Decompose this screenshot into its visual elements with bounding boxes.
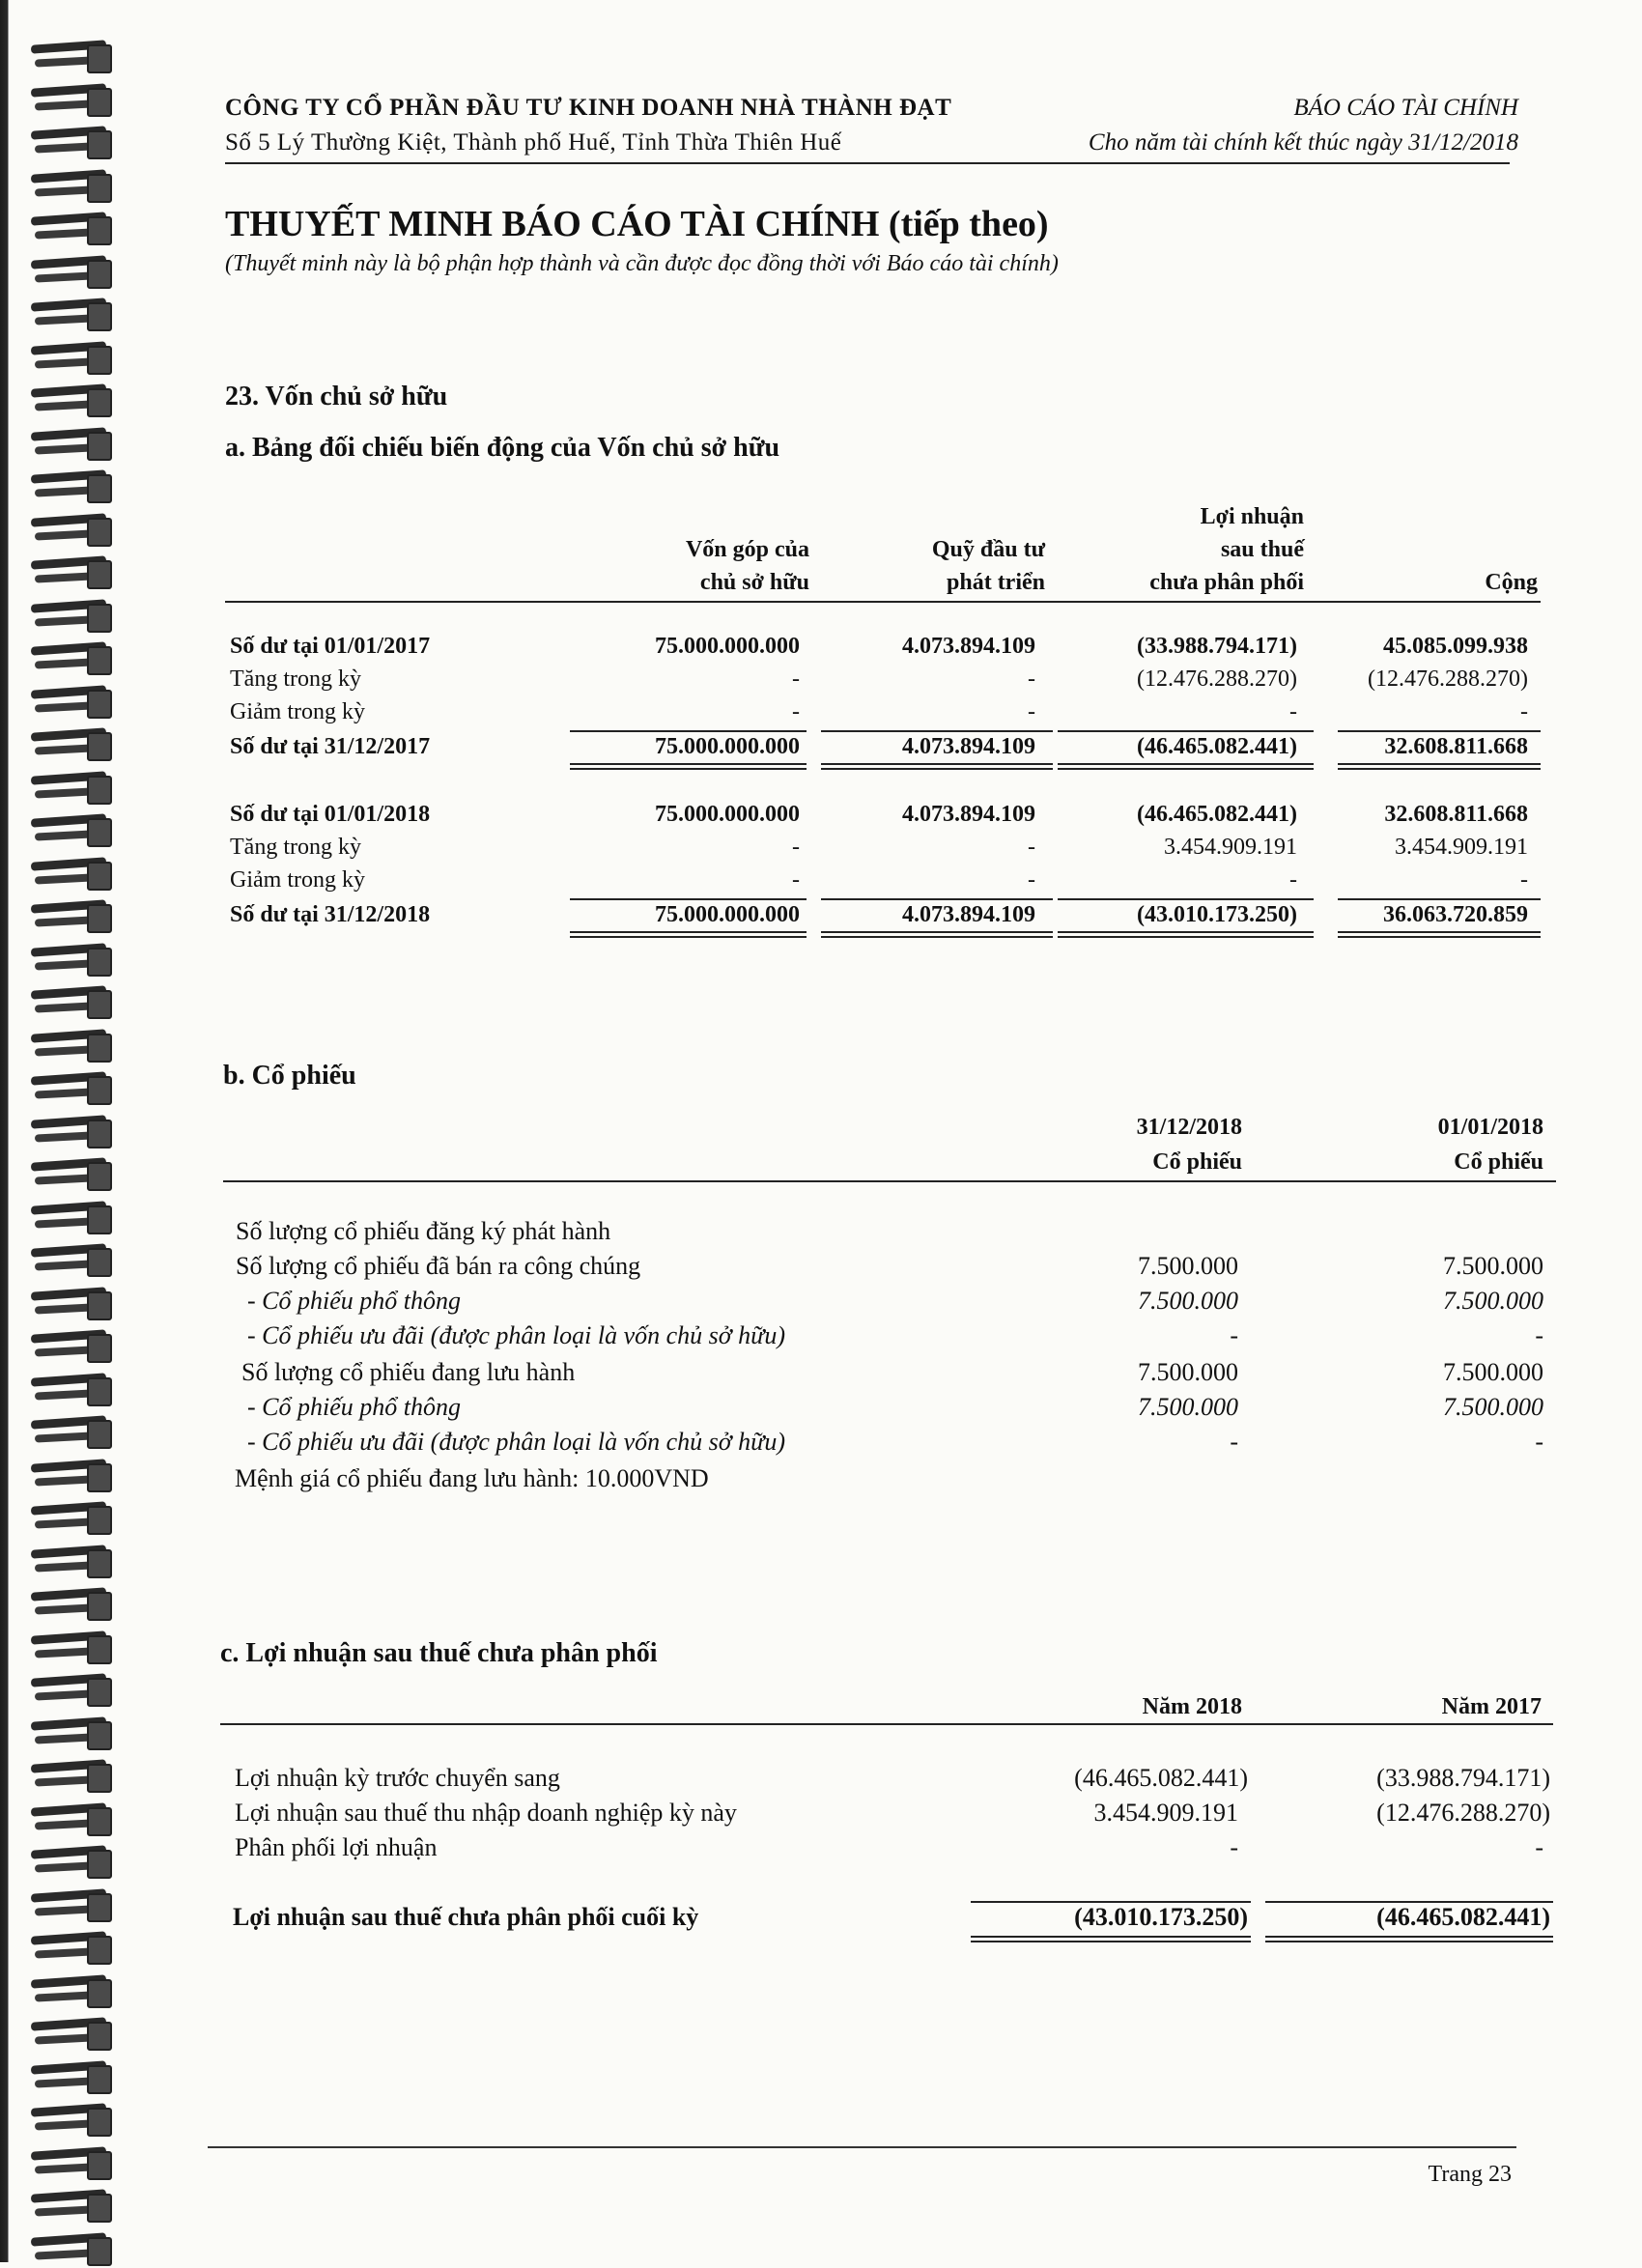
- shares-row-label: - Cổ phiếu phổ thông: [247, 1287, 461, 1315]
- company-name: CÔNG TY CỔ PHẦN ĐẦU TƯ KINH DOANH NHÀ THÀNH ĐẠT: [225, 95, 952, 121]
- binding-ring: [10, 1026, 114, 1064]
- footer-divider: [208, 2146, 1516, 2148]
- table-c-header-rule: [220, 1723, 1553, 1725]
- binding-ring: [10, 1542, 114, 1580]
- profit-row-label: Phân phối lợi nhuận: [235, 1833, 438, 1861]
- col-header-fund-1: Quỹ đầu tư: [931, 537, 1045, 562]
- spiral-binding: [0, 0, 116, 2262]
- binding-ring: [10, 1412, 114, 1451]
- equity-cell-v3: -: [1289, 699, 1297, 724]
- equity-cell-v4: 45.085.099.938: [1383, 634, 1528, 659]
- equity-cell-v2: 4.073.894.109: [902, 734, 1035, 759]
- equity-cell-v1: 75.000.000.000: [655, 734, 800, 759]
- equity-cell-v3: (12.476.288.270): [1137, 666, 1297, 692]
- binding-ring: [10, 1800, 114, 1838]
- equity-cell-v1: 75.000.000.000: [655, 634, 800, 659]
- binding-ring: [10, 1240, 114, 1279]
- profit-row-label: Lợi nhuận kỳ trước chuyển sang: [235, 1764, 560, 1792]
- shares-cell-v2: 7.500.000: [1443, 1358, 1543, 1386]
- binding-ring: [10, 2057, 114, 2096]
- col-header-profit-2: sau thuế: [1220, 537, 1304, 562]
- col-header-total: Cộng: [1485, 570, 1538, 595]
- equity-cell-v2: 4.073.894.109: [902, 802, 1035, 827]
- shares-row-label: Mệnh giá cổ phiếu đang lưu hành: 10.000VND: [235, 1464, 709, 1492]
- profit-total-v1: (43.010.173.250): [1074, 1903, 1248, 1931]
- binding-ring: [10, 2143, 114, 2182]
- shares-cell-v2: 7.500.000: [1443, 1287, 1543, 1315]
- binding-ring: [10, 1326, 114, 1365]
- total-double-rule: [1265, 1936, 1553, 1942]
- binding-ring: [10, 810, 114, 849]
- binding-ring: [10, 381, 114, 419]
- binding-ring: [10, 854, 114, 893]
- header-divider: [225, 162, 1510, 164]
- equity-cell-v1: -: [792, 699, 800, 724]
- equity-cell-v4: -: [1520, 867, 1528, 893]
- subsection-heading-a: a. Bảng đối chiếu biến động của Vốn chủ sở hữu: [225, 433, 780, 463]
- shares-cell-v1: 7.500.000: [1138, 1287, 1238, 1315]
- profit-col2-header: Năm 2017: [1441, 1694, 1542, 1719]
- binding-ring: [10, 2100, 114, 2139]
- binding-ring: [10, 80, 114, 119]
- balance-double-rule: [570, 763, 807, 770]
- binding-ring: [10, 37, 114, 75]
- binding-ring: [10, 553, 114, 591]
- balance-top-rule: [1338, 730, 1541, 732]
- equity-cell-v3: (46.465.082.441): [1137, 734, 1297, 759]
- equity-cell-v1: 75.000.000.000: [655, 802, 800, 827]
- profit-row-v2: (12.476.288.270): [1376, 1799, 1550, 1827]
- equity-row-label: Tăng trong kỳ: [230, 666, 361, 692]
- shares-col2-header-1: 01/01/2018: [1437, 1115, 1543, 1140]
- table-b-header-rule: [223, 1180, 1556, 1182]
- binding-ring: [10, 209, 114, 247]
- binding-ring: [10, 1885, 114, 1924]
- binding-ring: [10, 295, 114, 333]
- equity-cell-v1: -: [792, 835, 800, 860]
- col-header-fund-2: phát triển: [947, 570, 1045, 595]
- section-heading: 23. Vốn chủ sở hữu: [225, 382, 448, 411]
- profit-col1-header: Năm 2018: [1142, 1694, 1242, 1719]
- binding-ring: [10, 1842, 114, 1881]
- binding-ring: [10, 338, 114, 377]
- binding-ring: [10, 596, 114, 635]
- balance-top-rule: [821, 730, 1053, 732]
- shares-row-label: Số lượng cổ phiếu đang lưu hành: [241, 1358, 576, 1386]
- page-title: THUYẾT MINH BÁO CÁO TÀI CHÍNH (tiếp theo): [225, 204, 1049, 244]
- binding-ring: [10, 424, 114, 463]
- binding-ring: [10, 1456, 114, 1494]
- equity-cell-v1: 75.000.000.000: [655, 902, 800, 927]
- binding-ring: [10, 1628, 114, 1666]
- profit-row-v1: -: [1230, 1833, 1238, 1861]
- equity-cell-v2: -: [1028, 867, 1035, 893]
- table-a-header-rule: [225, 601, 1541, 603]
- binding-ring: [10, 940, 114, 978]
- balance-double-rule: [1058, 763, 1314, 770]
- balance-double-rule: [821, 763, 1053, 770]
- binding-ring: [10, 252, 114, 291]
- balance-top-rule: [1058, 730, 1314, 732]
- equity-cell-v3: 3.454.909.191: [1164, 835, 1297, 860]
- col-header-profit-1: Lợi nhuận: [1200, 504, 1304, 529]
- profit-row-v2: (33.988.794.171): [1376, 1764, 1550, 1792]
- shares-cell-v2: 7.500.000: [1443, 1252, 1543, 1280]
- balance-double-rule: [1338, 931, 1541, 938]
- document-header-left: [225, 95, 951, 156]
- equity-row-label: Số dư tại 01/01/2018: [230, 802, 431, 827]
- equity-cell-v4: 32.608.811.668: [1384, 734, 1528, 759]
- equity-cell-v3: (33.988.794.171): [1137, 634, 1297, 659]
- col-header-profit-3: chưa phân phối: [1149, 570, 1304, 595]
- equity-row-label: Số dư tại 31/12/2018: [230, 902, 431, 927]
- subsection-heading-c: c. Lợi nhuận sau thuế chưa phân phối: [220, 1638, 658, 1668]
- total-double-rule: [971, 1936, 1251, 1942]
- binding-ring: [10, 467, 114, 505]
- equity-cell-v1: -: [792, 867, 800, 893]
- equity-cell-v4: (12.476.288.270): [1368, 666, 1528, 692]
- shares-col2-header-2: Cổ phiếu: [1454, 1149, 1543, 1175]
- equity-cell-v2: -: [1028, 835, 1035, 860]
- equity-row-label: Số dư tại 01/01/2017: [230, 634, 431, 659]
- equity-row-label: Tăng trong kỳ: [230, 835, 361, 860]
- profit-row-v1: 3.454.909.191: [1093, 1799, 1238, 1827]
- equity-cell-v3: (43.010.173.250): [1137, 902, 1297, 927]
- binding-ring: [10, 896, 114, 935]
- equity-cell-v2: 4.073.894.109: [902, 902, 1035, 927]
- shares-row-label: - Cổ phiếu ưu đãi (được phân loại là vốn chủ sở hữu): [247, 1428, 786, 1456]
- binding-ring: [10, 1756, 114, 1795]
- report-period: Cho năm tài chính kết thúc ngày 31/12/2018: [1088, 129, 1518, 156]
- equity-cell-v3: (46.465.082.441): [1137, 802, 1297, 827]
- shares-cell-v1: -: [1230, 1428, 1238, 1456]
- binding-ring: [10, 166, 114, 205]
- shares-row-label: Số lượng cổ phiếu đăng ký phát hành: [236, 1217, 611, 1245]
- equity-row-label: Giảm trong kỳ: [230, 867, 365, 893]
- equity-row-label: Giảm trong kỳ: [230, 699, 365, 724]
- balance-top-rule: [821, 898, 1053, 900]
- binding-ring: [10, 1971, 114, 2010]
- profit-row-v2: -: [1535, 1833, 1543, 1861]
- shares-cell-v2: -: [1535, 1428, 1543, 1456]
- binding-ring: [10, 682, 114, 721]
- shares-cell-v1: 7.500.000: [1138, 1393, 1238, 1421]
- binding-ring: [10, 1112, 114, 1150]
- binding-ring: [10, 1198, 114, 1236]
- equity-cell-v4: 32.608.811.668: [1384, 802, 1528, 827]
- balance-top-rule: [1058, 898, 1314, 900]
- shares-col1-header-1: 31/12/2018: [1136, 1115, 1242, 1140]
- shares-cell-v1: 7.500.000: [1138, 1358, 1238, 1386]
- shares-cell-v1: 7.500.000: [1138, 1252, 1238, 1280]
- shares-row-label: - Cổ phiếu phổ thông: [247, 1393, 461, 1421]
- shares-cell-v1: -: [1230, 1321, 1238, 1349]
- balance-top-rule: [570, 898, 807, 900]
- binding-ring: [10, 638, 114, 677]
- profit-total-label: Lợi nhuận sau thuế chưa phân phối cuối kỳ: [233, 1903, 699, 1931]
- binding-ring: [10, 1928, 114, 1967]
- col-header-capital-1: Vốn góp của: [685, 537, 809, 562]
- shares-cell-v2: -: [1535, 1321, 1543, 1349]
- binding-ring: [10, 2014, 114, 2053]
- shares-col1-header-2: Cổ phiếu: [1152, 1149, 1242, 1175]
- profit-row-v1: (46.465.082.441): [1074, 1764, 1248, 1792]
- shares-row-label: Số lượng cổ phiếu đã bán ra công chúng: [236, 1252, 641, 1280]
- balance-top-rule: [1338, 898, 1541, 900]
- balance-double-rule: [1338, 763, 1541, 770]
- page-number: Trang 23: [1428, 2162, 1512, 2187]
- shares-row-label: - Cổ phiếu ưu đãi (được phân loại là vốn chủ sở hữu): [247, 1321, 786, 1349]
- document-header-right: [1089, 95, 1518, 156]
- binding-ring: [10, 1154, 114, 1193]
- binding-ring: [10, 982, 114, 1021]
- binding-ring: [10, 768, 114, 807]
- profit-row-label: Lợi nhuận sau thuế thu nhập doanh nghiệp kỳ này: [235, 1799, 737, 1827]
- equity-cell-v2: -: [1028, 666, 1035, 692]
- binding-ring: [10, 724, 114, 763]
- binding-ring: [10, 123, 114, 161]
- equity-cell-v1: -: [792, 666, 800, 692]
- binding-ring: [10, 1714, 114, 1752]
- binding-ring: [10, 1370, 114, 1408]
- balance-double-rule: [1058, 931, 1314, 938]
- binding-ring: [10, 1670, 114, 1709]
- binding-ring: [10, 1498, 114, 1537]
- equity-cell-v2: -: [1028, 699, 1035, 724]
- equity-row-label: Số dư tại 31/12/2017: [230, 734, 431, 759]
- binding-ring: [10, 1284, 114, 1322]
- page-subtitle: (Thuyết minh này là bộ phận hợp thành và cần được đọc đồng thời với Báo cáo tài chính): [225, 251, 1059, 276]
- profit-total-v2: (46.465.082.441): [1376, 1903, 1550, 1931]
- balance-double-rule: [821, 931, 1053, 938]
- report-name: BÁO CÁO TÀI CHÍNH: [1293, 95, 1518, 121]
- binding-ring: [10, 2186, 114, 2225]
- balance-top-rule: [570, 730, 807, 732]
- col-header-capital-2: chủ sở hữu: [699, 570, 809, 595]
- shares-cell-v2: 7.500.000: [1443, 1393, 1543, 1421]
- balance-double-rule: [570, 931, 807, 938]
- equity-cell-v4: 3.454.909.191: [1395, 835, 1528, 860]
- equity-cell-v4: -: [1520, 699, 1528, 724]
- company-address: Số 5 Lý Thường Kiệt, Thành phố Huế, Tỉnh Thừa Thiên Huế: [225, 129, 842, 156]
- subsection-heading-b: b. Cổ phiếu: [223, 1061, 356, 1091]
- binding-ring: [10, 510, 114, 549]
- equity-cell-v4: 36.063.720.859: [1383, 902, 1528, 927]
- equity-cell-v2: 4.073.894.109: [902, 634, 1035, 659]
- equity-cell-v3: -: [1289, 867, 1297, 893]
- binding-ring: [10, 1068, 114, 1107]
- binding-ring: [10, 1584, 114, 1623]
